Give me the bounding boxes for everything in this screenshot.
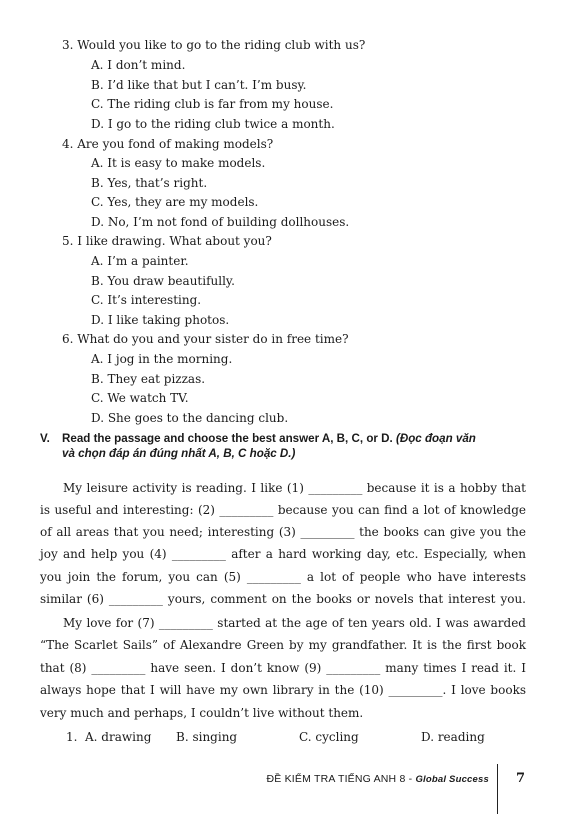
answer-option-b: B. singing: [176, 730, 238, 744]
passage-line: similar (6) _________ yours, comment on the books or novels that interest you.: [40, 592, 526, 606]
question-4-option-a: A. It is easy to make models.: [91, 156, 266, 170]
passage-line: My leisure activity is reading. I like (1) _________ because it is a hobby that: [63, 481, 526, 495]
question-4-option-c: C. Yes, they are my models.: [91, 195, 259, 209]
question-6-option-a: A. I jog in the morning.: [91, 352, 233, 366]
section-heading-vietnamese-1: (Đọc đoạn văn: [395, 432, 476, 445]
question-3-option-a: A. I don’t mind.: [91, 58, 186, 72]
passage-line: that (8) _________ have seen. I don’t know (9) _________ many times I read it. I: [40, 661, 526, 675]
footer-brand: Global Success: [415, 774, 489, 785]
answer-option-c: C. cycling: [299, 730, 359, 744]
footer-title: [267, 773, 490, 785]
question-4-option-d: D. No, I’m not fond of building dollhouses.: [91, 215, 350, 229]
question-3-option-d: D. I go to the riding club twice a month.: [91, 117, 335, 131]
question-5-option-c: C. It’s interesting.: [91, 293, 202, 307]
question-5-option-d: D. I like taking photos.: [91, 313, 230, 327]
question-6-option-d: D. She goes to the dancing club.: [91, 411, 289, 425]
section-heading: [40, 431, 540, 461]
passage-line: you join the forum, you can (5) _________ a lot of people who have interests: [40, 570, 526, 584]
answer-option-d: D. reading: [421, 730, 485, 744]
section-number: V.: [40, 432, 50, 445]
question-3-option-b: B. I’d like that but I can’t. I’m busy.: [91, 78, 307, 92]
passage-line: “The Scarlet Sails” of Alexandre Green by my grandfather. It is the first book: [40, 638, 526, 652]
section-heading-english: Read the passage and choose the best answer A, B, C, or D.: [62, 432, 393, 445]
question-4-option-b: B. Yes, that’s right.: [91, 176, 208, 190]
question-5-option-b: B. You draw beautifully.: [91, 274, 235, 288]
footer-divider: [497, 764, 498, 814]
question-3-stem: 3. Would you like to go to the riding club with us?: [62, 38, 366, 52]
question-6-option-c: C. We watch TV.: [91, 391, 189, 405]
passage-line: of all areas that you need; interesting (3) _________ the books can give you the: [40, 525, 526, 539]
passage-line: My love for (7) _________ started at the age of ten years old. I was awarded: [63, 616, 526, 630]
passage-line: very much and perhaps, I couldn’t live without them.: [40, 706, 364, 720]
answer-number: 1.: [66, 730, 78, 744]
question-6-stem: 6. What do you and your sister do in free time?: [62, 332, 349, 346]
page-number: 7: [516, 771, 526, 786]
passage-line: is useful and interesting: (2) _________ because you can find a lot of knowledge: [40, 503, 526, 517]
section-heading-vietnamese-2: và chọn đáp án đúng nhất A, B, C hoặc D.): [62, 447, 296, 460]
passage-line: always hope that I will have my own library in the (10) _________. I love books: [40, 683, 526, 697]
answer-option-a: A. drawing: [85, 730, 152, 744]
question-6-option-b: B. They eat pizzas.: [91, 372, 206, 386]
footer-title-text: ĐỀ KIỂM TRA TIẾNG ANH 8 -: [266, 773, 416, 785]
question-4-stem: 4. Are you fond of making models?: [62, 137, 274, 151]
question-5-stem: 5. I like drawing. What about you?: [62, 234, 272, 248]
question-3-option-c: C. The riding club is far from my house.: [91, 97, 334, 111]
passage-line: joy and help you (4) _________ after a hard working day, etc. Especially, when: [40, 547, 526, 561]
question-5-option-a: A. I’m a painter.: [91, 254, 189, 268]
